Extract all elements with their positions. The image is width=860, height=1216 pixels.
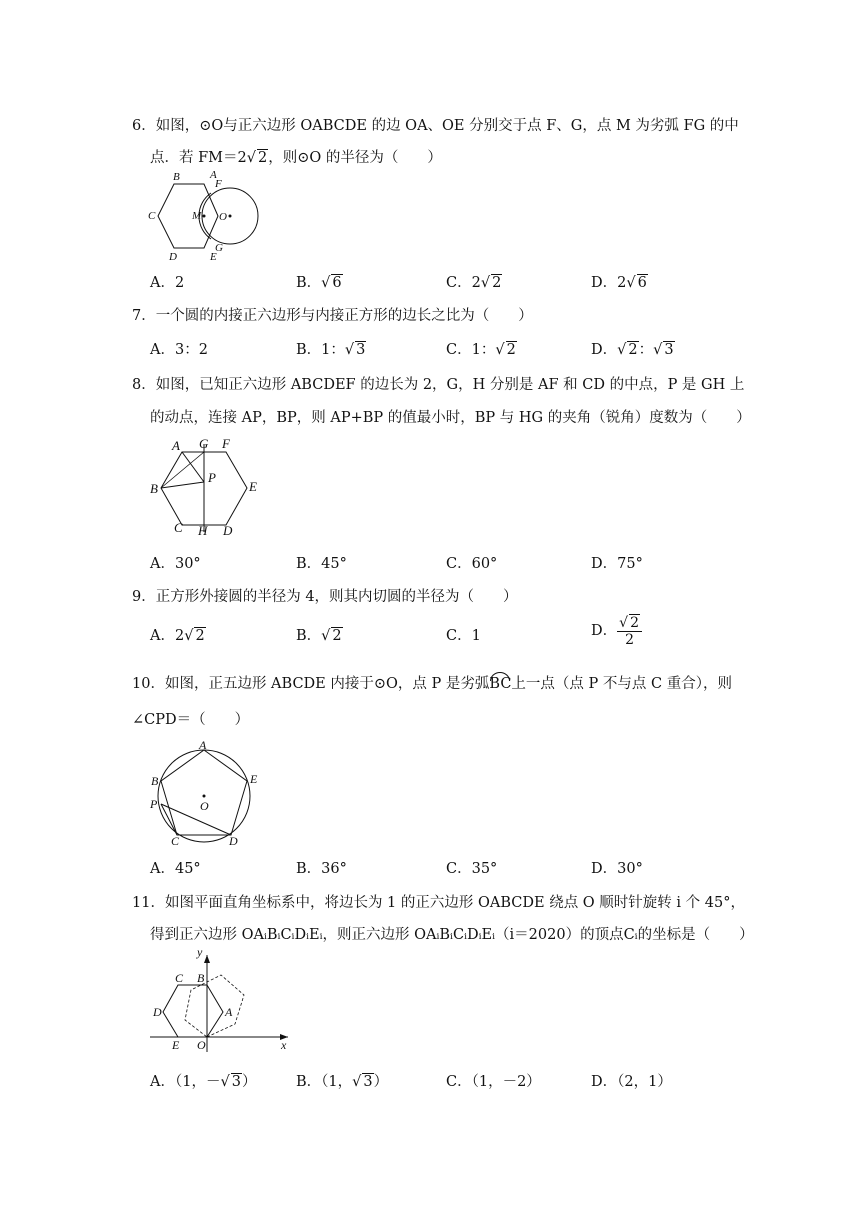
q9-option-a[interactable]: A．2√ 2 [150,628,205,644]
q8-label-p: P [208,470,216,485]
q8-label-g: G [199,436,209,451]
q11-option-c[interactable]: C．（1，－2） [446,1074,541,1090]
q11-option-a[interactable]: A．（1，－√ 3） [150,1074,257,1090]
q7-option-b[interactable]: B．1：√ 3 [296,342,366,358]
q9-text: 9．正方形外接圆的半径为 4，则其内切圆的半径为（ ） [132,589,518,605]
q10-label-c: C [171,834,180,848]
q10-text-line1: 10．如图，正五边形 ABCDE 内接于⊙O，点 P 是劣弧BC上一点（点 P 不与点 C 重合），则 [132,672,732,693]
q8-text-line2: 的动点，连接 AP，BP，则 AP+BP 的值最小时，BP 与 HG 的夹角（锐角）度数为（ ） [150,410,751,426]
q10-option-c[interactable]: C．35° [446,861,498,877]
q6-label-b: B [173,171,180,183]
q9-option-b[interactable]: B．√ 2 [296,628,342,644]
q6-text-line1: 6．如图，⊙O与正六边形 OABCDE 的边 OA、OE 分别交于点 F、G，点 M 为劣弧 FG 的中 [132,118,739,134]
q6-option-a[interactable]: A．2 [150,275,185,291]
q8-label-f: F [222,436,230,451]
q9-option-d[interactable]: D． $\frac{√ 2}{2}$ [591,614,642,648]
q6-label-g: G [215,242,223,254]
q11-label-x: x [281,1038,287,1052]
q10-label-e: E [250,772,258,786]
q8-label-c: C [174,520,183,535]
q6-option-b[interactable]: B．√ 6 [296,275,342,291]
q6-label-m: M [192,210,202,222]
q6-option-d[interactable]: D．2√ 6 [591,275,647,291]
q10-label-p: P [150,797,158,811]
q8-label-d: D [223,523,233,538]
q11-label-d: D [153,1005,162,1019]
q8-text-line1: 8．如图，已知正六边形 ABCDEF 的边长为 2，G，H 分别是 AF 和 CD 的中点，P 是 GH 上 [132,377,745,393]
q8-label-a: A [172,438,180,453]
q10-label-a: A [199,738,207,752]
q8-option-a[interactable]: A．30° [150,556,201,572]
q6-options [150,271,740,295]
q7-options [150,338,740,362]
q10-options [150,857,740,881]
q9-options [150,615,740,656]
q11-option-b[interactable]: B．（1，√ 3） [296,1074,389,1090]
q11-label-o: O [197,1038,206,1052]
q6-hexagon-figure [140,168,270,263]
q10-arc-bc: BC [489,672,511,692]
q10-text-line2: ∠CPD＝（ ） [132,712,250,728]
q10-option-a[interactable]: A．45° [150,861,201,877]
q6-label-e: E [210,251,217,263]
q11-label-b: B [197,971,205,985]
q11-label-c: C [175,971,184,985]
q11-option-d[interactable]: D．（2，1） [591,1074,672,1090]
q8-hexagon-figure [145,436,270,538]
q6-text-line2: 点．若 FM＝2√ 2，则⊙O 的半径为（ ） [150,150,442,166]
q9-option-c[interactable]: C．1 [446,628,481,644]
q7-option-d[interactable]: D．√ 2：√ 3 [591,342,674,358]
q10-label-o: O [200,799,209,813]
q8-label-e: E [249,479,257,494]
q11-label-y: y [197,950,203,959]
q10-label-d: D [229,834,238,848]
q11-coordinate-figure [145,950,295,1055]
q11-text-line2: 得到正六边形 OAᵢBᵢCᵢDᵢEᵢ，则正六边形 OAᵢBᵢCᵢDᵢEᵢ（i＝2020）的顶点Cᵢ的坐标是（ ） [150,927,754,943]
q6-label-c: C [148,210,156,222]
q10-option-d[interactable]: D．30° [591,861,643,877]
q6-label-d: D [169,251,177,263]
q6-label-o: O [219,211,227,223]
q8-option-d[interactable]: D．75° [591,556,643,572]
q7-text: 7．一个圆的内接正六边形与内接正方形的边长之比为（ ） [132,308,533,324]
q11-label-a: A [225,1005,233,1019]
q10-pentagon-figure [140,738,265,848]
q10-option-b[interactable]: B．36° [296,861,347,877]
q8-label-h: H [198,523,208,538]
q8-label-b: B [150,481,158,496]
q7-option-a[interactable]: A．3：2 [150,342,208,358]
q7-option-c[interactable]: C．1：√ 2 [446,342,516,358]
q6-label-f: F [215,178,222,190]
q8-option-c[interactable]: C．60° [446,556,498,572]
q10-label-b: B [151,774,159,788]
q6-label-a: A [210,169,217,181]
q11-text-line1: 11．如图平面直角坐标系中，将边长为 1 的正六边形 OABCDE 绕点 O 顺时针旋转 i 个 45°， [132,895,745,911]
q11-label-e: E [172,1038,180,1052]
q8-options [150,552,740,576]
q11-options [150,1070,740,1094]
q8-option-b[interactable]: B．45° [296,556,347,572]
q6-option-c[interactable]: C．2√ 2 [446,275,502,291]
